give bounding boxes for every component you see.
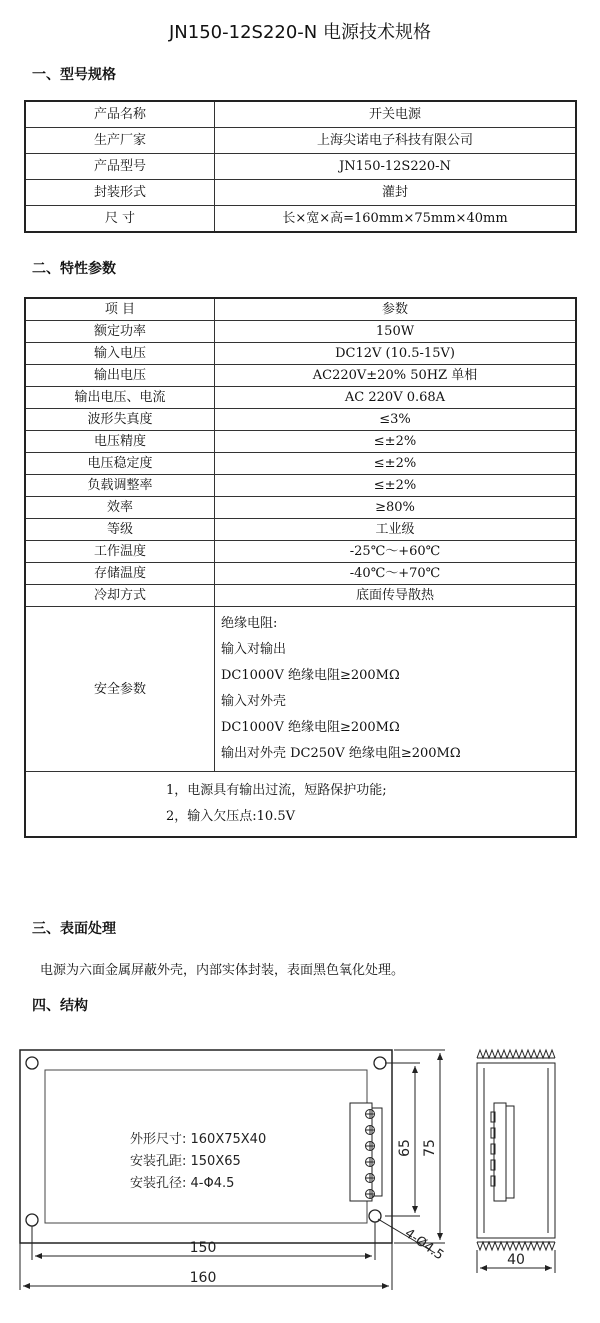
spec-hole-pitch: 安装孔距: 150X65 bbox=[130, 1154, 241, 1169]
model-row bbox=[25, 101, 576, 128]
model-row bbox=[25, 180, 576, 206]
parameter-row bbox=[25, 541, 576, 563]
safety-line: DC1000V 绝缘电阻≥200MΩ bbox=[221, 720, 400, 735]
structure-drawing bbox=[0, 1028, 600, 1318]
parameter-value: ≤±2% bbox=[215, 453, 577, 475]
parameter-value: -25℃～+60℃ bbox=[215, 541, 577, 563]
parameter-row bbox=[25, 475, 576, 497]
parameter-label: 输出电压 bbox=[25, 365, 215, 387]
safety-line: 输出对外壳 DC250V 绝缘电阻≥200MΩ bbox=[221, 746, 461, 761]
parameter-value: 工业级 bbox=[215, 519, 577, 541]
safety-label: 安全参数 bbox=[25, 607, 215, 772]
parameter-row bbox=[25, 453, 576, 475]
parameter-label: 输出电压、电流 bbox=[25, 387, 215, 409]
parameter-label: 电压稳定度 bbox=[25, 453, 215, 475]
parameter-label: 额定功率 bbox=[25, 321, 215, 343]
safety-line: DC1000V 绝缘电阻≥200MΩ bbox=[221, 668, 400, 683]
parameter-label: 冷却方式 bbox=[25, 585, 215, 607]
parameter-row bbox=[25, 343, 576, 365]
dim-75: 75 bbox=[422, 1139, 438, 1157]
model-row-value: 灌封 bbox=[215, 180, 577, 206]
parameter-label: 工作温度 bbox=[25, 541, 215, 563]
notes-row bbox=[25, 772, 576, 838]
model-row-label: 封装形式 bbox=[25, 180, 215, 206]
notes-cell bbox=[25, 772, 576, 838]
parameter-value: DC12V (10.5-15V) bbox=[215, 343, 577, 365]
parameter-label: 波形失真度 bbox=[25, 409, 215, 431]
section-surface-heading: 三、表面处理 bbox=[32, 921, 116, 937]
safety-details bbox=[215, 607, 577, 772]
section-characteristics-heading: 二、特性参数 bbox=[32, 261, 116, 277]
parameter-row bbox=[25, 431, 576, 453]
model-row-value: 开关电源 bbox=[215, 101, 577, 128]
parameter-value: ≤3% bbox=[215, 409, 577, 431]
parameter-row bbox=[25, 321, 576, 343]
dim-160: 160 bbox=[189, 1270, 217, 1286]
parameter-table bbox=[24, 297, 577, 838]
model-row-value: 上海尖诺电子科技有限公司 bbox=[215, 128, 577, 154]
safety-line: 绝缘电阻: bbox=[221, 616, 278, 631]
model-row-label: 尺 寸 bbox=[25, 206, 215, 233]
parameter-label: 存储温度 bbox=[25, 563, 215, 585]
page-title: JN150-12S220-N 电源技术规格 bbox=[169, 22, 431, 43]
dim-40: 40 bbox=[507, 1252, 525, 1268]
header-value: 参数 bbox=[215, 298, 577, 321]
parameter-value: AC 220V 0.68A bbox=[215, 387, 577, 409]
section-model-heading: 一、型号规格 bbox=[32, 67, 116, 83]
parameter-value: -40℃～+70℃ bbox=[215, 563, 577, 585]
parameter-value: ≥80% bbox=[215, 497, 577, 519]
parameter-label: 输入电压 bbox=[25, 343, 215, 365]
parameter-label: 电压精度 bbox=[25, 431, 215, 453]
parameter-value: 150W bbox=[215, 321, 577, 343]
surface-text: 电源为六面金属屏蔽外壳，内部实体封装，表面黑色氧化处理。 bbox=[40, 963, 405, 978]
hole-callout: 4-Ø4.5 bbox=[401, 1225, 447, 1264]
model-row-value: 长×宽×高=160mm×75mm×40mm bbox=[215, 206, 577, 233]
spec-size: 外形尺寸: 160X75X40 bbox=[130, 1132, 267, 1147]
side-view bbox=[477, 1050, 555, 1250]
section-structure-heading: 四、结构 bbox=[32, 998, 88, 1014]
safety-line: 输入对输出 bbox=[221, 642, 287, 657]
parameter-header-row bbox=[25, 298, 576, 321]
dim-65: 65 bbox=[397, 1139, 413, 1157]
parameter-label: 负载调整率 bbox=[25, 475, 215, 497]
model-row bbox=[25, 154, 576, 180]
parameter-row bbox=[25, 365, 576, 387]
parameter-label: 等级 bbox=[25, 519, 215, 541]
parameter-row bbox=[25, 387, 576, 409]
safety-row bbox=[25, 607, 576, 772]
parameter-value: ≤±2% bbox=[215, 475, 577, 497]
note-line: 1，电源具有输出过流，短路保护功能; bbox=[166, 783, 387, 798]
parameter-value: ≤±2% bbox=[215, 431, 577, 453]
parameter-value: 底面传导散热 bbox=[215, 585, 577, 607]
dim-150: 150 bbox=[189, 1240, 217, 1256]
parameter-row bbox=[25, 409, 576, 431]
parameter-value: AC220V±20% 50HZ 单相 bbox=[215, 365, 577, 387]
parameter-row bbox=[25, 497, 576, 519]
model-row-label: 产品型号 bbox=[25, 154, 215, 180]
header-item: 项 目 bbox=[25, 298, 215, 321]
model-row bbox=[25, 128, 576, 154]
parameter-row bbox=[25, 563, 576, 585]
model-row bbox=[25, 206, 576, 233]
note-line: 2，输入欠压点:10.5V bbox=[166, 809, 295, 824]
model-row-label: 产品名称 bbox=[25, 101, 215, 128]
model-spec-table bbox=[24, 100, 577, 233]
parameter-row bbox=[25, 519, 576, 541]
spec-hole-diameter: 安装孔径: 4-Φ4.5 bbox=[130, 1176, 235, 1191]
safety-line: 输入对外壳 bbox=[221, 694, 287, 709]
parameter-label: 效率 bbox=[25, 497, 215, 519]
terminal-block bbox=[350, 1103, 382, 1201]
model-row-label: 生产厂家 bbox=[25, 128, 215, 154]
model-row-value: JN150-12S220-N bbox=[215, 154, 577, 180]
parameter-row bbox=[25, 585, 576, 607]
